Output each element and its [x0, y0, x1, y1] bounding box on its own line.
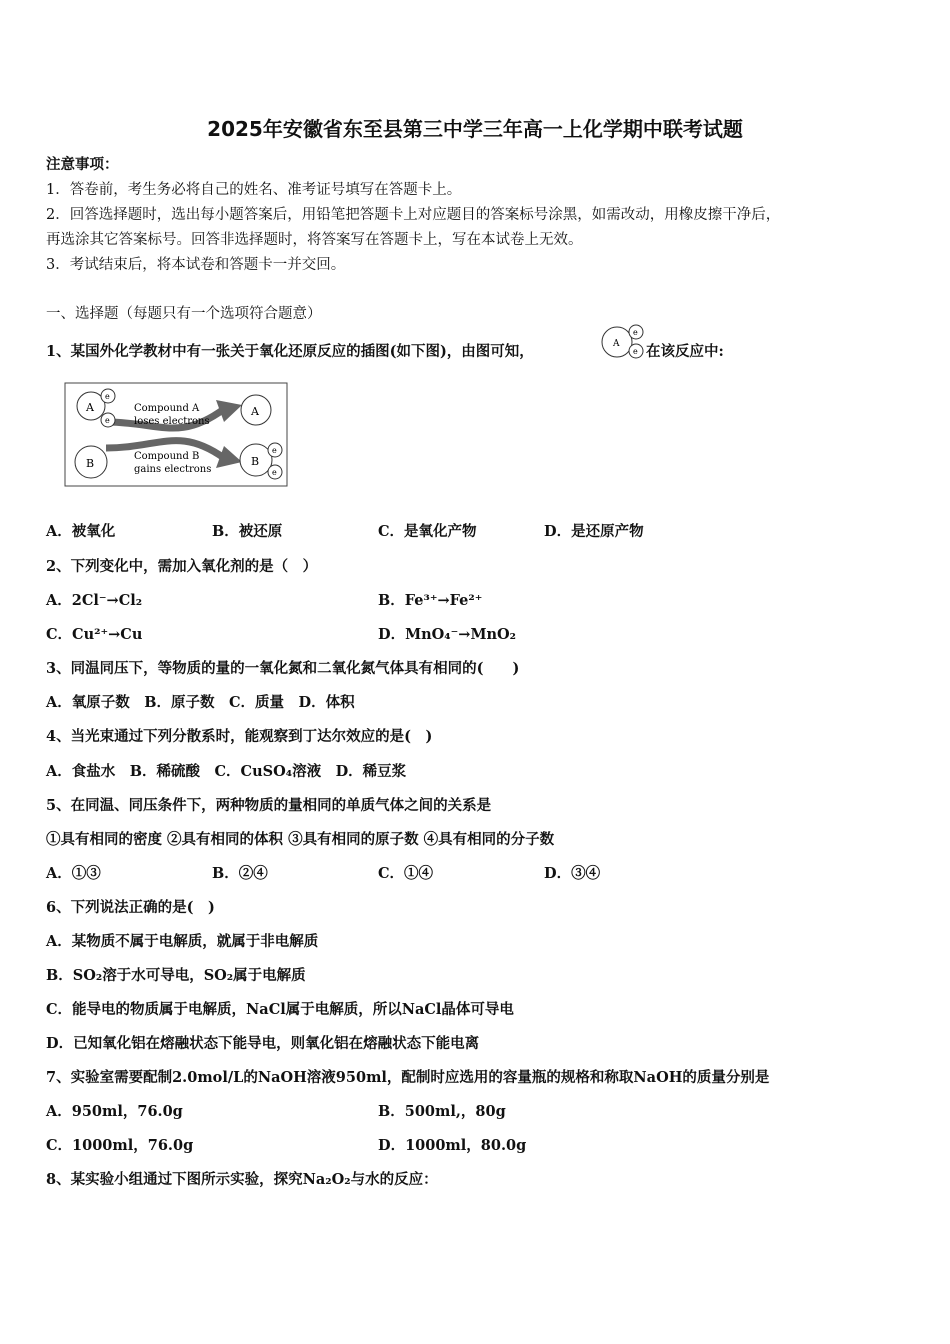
caption-b-line2: gains electrons — [134, 464, 212, 475]
left-b-letter: B — [86, 457, 95, 470]
q1-option-d: D．是还原产物 — [544, 523, 644, 540]
atom-a-letter: A — [613, 339, 620, 349]
section-heading: 一、选择题（每题只有一个选项符合题意） — [46, 306, 322, 322]
q3-options: A．氧原子数 B．原子数 C．质量 D．体积 — [46, 694, 355, 711]
notice-item-2: 2．回答选择题时，选出每小题答案后，用铅笔把答题卡上对应题目的答案标号涂黑，如需改动，用橡皮擦干净后， — [46, 207, 781, 223]
redox-diagram — [64, 382, 290, 488]
q6-option-b: B．SO₂溶于水可导电，SO₂属于电解质 — [46, 967, 306, 984]
q1-option-c: C．是氧化产物 — [378, 523, 477, 540]
q3-stem: 3、同温同压下，等物质的量的一氧化氮和二氧化氮气体具有相同的( ) — [46, 660, 520, 677]
electron-1-letter: e — [633, 328, 638, 337]
notice-item-2-cont: 再选涂其它答案标号。回答非选择题时，将答案写在答题卡上，写在本试卷上无效。 — [46, 232, 583, 248]
q4-stem: 4、当光束通过下列分散系时，能观察到丁达尔效应的是( ) — [46, 728, 433, 745]
left-a-letter: A — [86, 401, 94, 414]
right-b-e1: e — [272, 446, 277, 455]
notice-item-3: 3．考试结束后，将本试卷和答题卡一并交回。 — [46, 257, 346, 273]
caption-b-line1: Compound B — [134, 451, 200, 462]
left-a-e2: e — [105, 416, 110, 425]
q2-option-b: B．Fe³⁺→Fe²⁺ — [378, 592, 483, 609]
q1-option-a: A．被氧化 — [46, 523, 116, 540]
q5-option-a: A．①③ — [46, 865, 101, 882]
q7-option-b: B．500ml,，80g — [378, 1103, 506, 1120]
q7-option-c: C．1000ml，76.0g — [46, 1137, 194, 1154]
q5-stem: 5、在同温、同压条件下，两种物质的量相同的单质气体之间的关系是 — [46, 797, 492, 814]
q8-stem: 8、某实验小组通过下图所示实验，探究Na₂O₂与水的反应： — [46, 1171, 438, 1188]
q1-stem-tail: 在该反应中: — [646, 343, 724, 360]
q1-option-b: B．被还原 — [212, 523, 283, 540]
q7-option-a: A．950ml，76.0g — [46, 1103, 183, 1120]
q1-stem: 1、某国外化学教材中有一张关于氧化还原反应的插图(如下图)，由图可知， — [46, 343, 534, 360]
q6-option-a: A．某物质不属于电解质，就属于非电解质 — [46, 933, 319, 950]
electron-2-letter: e — [633, 347, 638, 356]
page-title: 2025年安徽省东至县第三中学三年高一上化学期中联考试题 — [207, 117, 743, 141]
caption-a-line1: Compound A — [134, 403, 200, 414]
q4-options: A．食盐水 B．稀硫酸 C．CuSO₄溶液 D．稀豆浆 — [46, 763, 407, 780]
right-b-letter: B — [251, 455, 260, 468]
q2-option-d: D．MnO₄⁻→MnO₂ — [378, 626, 517, 643]
atom-a-electron-icon — [600, 322, 648, 362]
notice-item-1: 1．答卷前，考生务必将自己的姓名、准考证号填写在答题卡上。 — [46, 182, 462, 198]
q2-option-a: A．2Cl⁻→Cl₂ — [46, 592, 143, 609]
q6-stem: 6、下列说法正确的是( ) — [46, 899, 215, 916]
right-b-e2: e — [272, 468, 277, 477]
left-a-e1: e — [105, 392, 110, 401]
q7-stem: 7、实验室需要配制2.0mol/L的NaOH溶液950ml，配制时应选用的容量瓶的规格和称取NaOH的质量分别是 — [46, 1069, 770, 1086]
q5-option-c: C．①④ — [378, 865, 434, 882]
q5-option-d: D．③④ — [544, 865, 601, 882]
right-a-letter: A — [251, 405, 259, 418]
q5-conditions: ①具有相同的密度 ②具有相同的体积 ③具有相同的原子数 ④具有相同的分子数 — [46, 831, 555, 848]
q5-option-b: B．②④ — [212, 865, 268, 882]
q2-stem: 2、下列变化中，需加入氧化剂的是（ ） — [46, 558, 318, 575]
q6-option-d: D．已知氧化铝在熔融状态下能导电，则氧化铝在熔融状态下能电离 — [46, 1035, 480, 1052]
notice-heading: 注意事项： — [46, 156, 119, 173]
q6-option-c: C．能导电的物质属于电解质，NaCl属于电解质，所以NaCl晶体可导电 — [46, 1001, 514, 1018]
caption-a-line2: loses electrons — [134, 416, 210, 427]
q7-option-d: D．1000ml，80.0g — [378, 1137, 527, 1154]
q2-option-c: C．Cu²⁺→Cu — [46, 626, 143, 643]
